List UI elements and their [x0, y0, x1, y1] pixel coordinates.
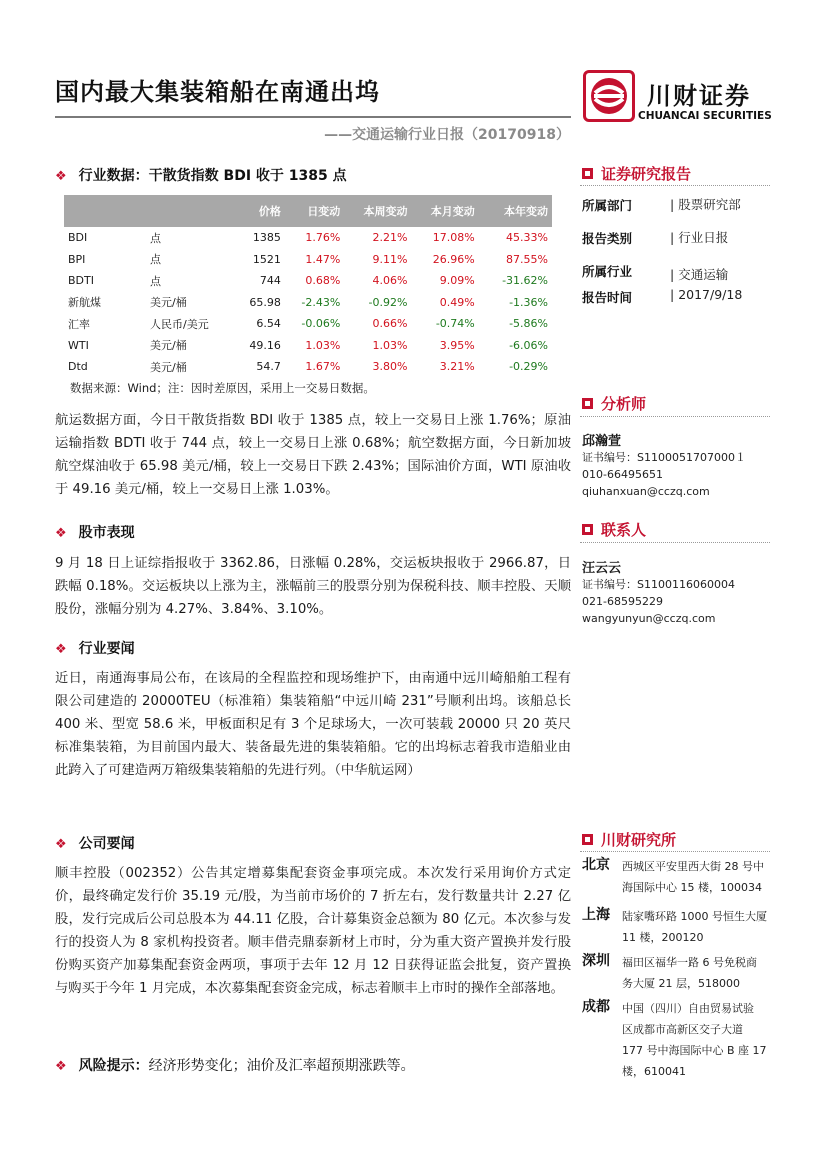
table-cell: 9.09% — [439, 274, 475, 288]
table-cell: WTI — [68, 338, 89, 352]
table-cell: BDTI — [68, 274, 94, 288]
table-cell: 美元/桶 — [150, 339, 187, 353]
table-cell: 9.11% — [372, 252, 408, 266]
title-divider — [55, 116, 571, 118]
table-cell: 49.16 — [249, 338, 281, 352]
sidebar-contact-heading — [582, 519, 646, 540]
table-cell: -0.29% — [509, 360, 548, 374]
table-cell: 26.96% — [432, 252, 475, 266]
dotted-divider — [580, 185, 770, 186]
paragraph-shipping: 航运数据方面，今日干散货指数 BDI 收于 1385 点，较上一交易日上涨 1.76%；原油运输指数 BDTI 收于 744 点，较上一交易日上涨 0.68%；航空数据方面，今日新加坡航空煤油收于 65.98 美元/桶，较上一交易日下跌 2.43%；国际油价方面，WTI 原油收于 49.16 美元/桶，较上一交易日上涨 1.03%。 — [55, 413, 571, 497]
section-label: 风险提示： — [78, 1058, 149, 1074]
office-address — [622, 906, 787, 948]
table-cell: 3.80% — [372, 360, 408, 374]
analyst-email[interactable]: qiuhanxuan@cczq.com — [582, 485, 710, 498]
diamond-bullet-icon: ❖ — [55, 1059, 67, 1074]
table-cell: 点 — [150, 253, 162, 267]
table-cell: -0.06% — [301, 317, 341, 331]
office-city: 上海 — [582, 907, 610, 923]
info-value-text: 交通运输 — [678, 267, 729, 282]
table-header-cell: 日变动 — [285, 195, 344, 227]
info-value-text: 2017/9/18 — [678, 287, 743, 302]
office-item — [582, 996, 782, 1086]
table-cell: 人民币/美元 — [150, 317, 209, 331]
report-info — [582, 195, 782, 313]
paragraph-company: 顺丰控股（002352）公告其定增募集配套资金事项完成。本次发行采用询价方式定价，最终确定发行价 35.19 元/股，为当前市场价的 7 折左右，发行数量共计 2.27 亿股，发行完成后公司总股本为 44.11 亿股，合计募集资金总额为 80 亿元。本次参与发行的投资人为 8 家机构投资者。顺丰借壳鼎泰新材上市时，分为重大资产置换并发行股份购买资产加募集配套资金两项，事项于去年 12 月 12 日获得证监会批复，资产置换与购买于今年 1 月完成，本次募集配套资金完成，标志着顺丰上市时的操作全部落地。 — [55, 866, 571, 996]
section-risk — [55, 1055, 415, 1075]
table-header-cell — [64, 195, 146, 227]
table-row — [64, 227, 552, 249]
table-cell: 点 — [150, 231, 162, 245]
table-cell: BDI — [68, 231, 88, 245]
office-city: 北京 — [582, 857, 610, 873]
table-cell: 1521 — [252, 252, 281, 266]
section-title: 干散货指数 BDI 收于 1385 点 — [148, 168, 347, 184]
info-label: 所属行业 — [582, 264, 633, 279]
section-industry-news — [55, 638, 135, 658]
table-cell: 0.68% — [305, 274, 341, 288]
diamond-bullet-icon: ❖ — [55, 169, 67, 184]
section-title: 股市表现 — [78, 525, 135, 541]
table-cell: -2.43% — [301, 295, 341, 309]
paragraph-stock: 9 月 18 日上证综指报收于 3362.86，日涨幅 0.28%，交运板块报收于 2966.87，日跌幅 0.18%。交运板块以上涨为主，涨幅前三的股票分别为保税科技、顺丰控股、天顺股份，涨幅分别为 4.27%、3.84%、3.10%。 — [55, 556, 571, 617]
office-city: 成都 — [582, 999, 610, 1015]
info-value: | 交通运输 — [670, 267, 729, 282]
sidebar-report-heading — [582, 163, 691, 184]
address-line: 楼，610041 — [622, 1065, 686, 1078]
table-cell: 0.66% — [372, 317, 408, 331]
address-line: 海国际中心 15 楼，100034 — [622, 881, 762, 894]
table-row — [64, 313, 552, 335]
table-cell: -0.74% — [435, 317, 475, 331]
table-row — [64, 270, 552, 292]
table-row — [64, 292, 552, 314]
table-cell: -31.62% — [502, 274, 548, 288]
dotted-divider — [580, 542, 770, 543]
sidebar-heading-text: 证券研究报告 — [601, 165, 692, 183]
table-cell: 4.06% — [372, 274, 408, 288]
table-cell: 3.21% — [439, 360, 475, 374]
square-bullet-icon — [582, 524, 593, 535]
table-cell: 54.7 — [256, 360, 281, 374]
info-value-text: 行业日报 — [678, 230, 729, 245]
risk-text: 经济形势变化；油价及汇率超预期涨跌等。 — [148, 1058, 415, 1074]
analyst-phone: 010-66495651 — [582, 468, 663, 481]
contact-cert: 证书编号：S1100116060004 — [582, 578, 735, 591]
table-cell: -1.36% — [509, 295, 548, 309]
sidebar-heading-text: 川财研究所 — [601, 831, 677, 849]
table-cell: 美元/桶 — [150, 296, 187, 310]
table-cell: BPI — [68, 252, 86, 266]
office-item — [582, 950, 782, 996]
address-line: 中国（四川）自由贸易试验 — [622, 1002, 754, 1015]
contact-email[interactable]: wangyunyun@cczq.com — [582, 612, 716, 625]
office-address — [622, 998, 787, 1082]
table-cell: Dtd — [68, 360, 88, 374]
office-city: 深圳 — [582, 953, 610, 969]
info-value-text: 股票研究部 — [678, 197, 741, 212]
info-value: | 行业日报 — [670, 230, 729, 245]
square-bullet-icon — [582, 834, 593, 845]
table-cell: 1.03% — [372, 338, 408, 352]
page-title: 国内最大集装箱船在南通出坞 — [55, 78, 380, 106]
table-cell: 1.47% — [305, 252, 341, 266]
section-company-news — [55, 833, 135, 853]
square-bullet-icon — [582, 398, 593, 409]
sidebar-heading-text: 联系人 — [601, 521, 647, 539]
office-address — [622, 856, 787, 898]
sidebar-institute-heading — [582, 829, 676, 850]
contact-name: 汪云云 — [582, 561, 622, 576]
address-line: 陆家嘴环路 1000 号恒生大厦 — [622, 910, 767, 923]
address-line: 西城区平安里西大街 28 号中 — [622, 860, 764, 873]
section-label: 行业数据： — [78, 168, 149, 184]
office-item — [582, 852, 782, 904]
table-cell: 17.08% — [432, 231, 475, 245]
table-cell: 1385 — [252, 231, 281, 245]
table-cell: 2.21% — [372, 231, 408, 245]
contact-phone: 021-68595229 — [582, 595, 663, 608]
info-value: | 股票研究部 — [670, 197, 741, 212]
square-bullet-icon — [582, 168, 593, 179]
table-source-note: 数据来源：Wind；注：因时差原因，采用上一交易日数据。 — [70, 381, 375, 395]
table-header-cell — [146, 195, 226, 227]
paragraph-industry: 近日，南通海事局公布，在该局的全程监控和现场维护下，由南通中远川崎船舶工程有限公司建造的 20000TEU（标准箱）集装箱船“中远川崎 231”号顺利出坞。该船总长 400 米、型宽 58.6 米，甲板面积足有 3 个足球场大，一次可装载 20000 只 20 英尺标准集装箱，为目前国内最大、装备最先进的集装箱船。它的出坞标志着我市造船业由此跨入了可建造两万箱级集装箱船的先进行列。（中华航运网） — [55, 671, 571, 778]
shipping-data-table — [64, 195, 552, 378]
table-cell: 6.54 — [256, 317, 281, 331]
table-cell: 汇率 — [68, 317, 90, 331]
info-label: 所属部门 — [582, 198, 633, 213]
office-list — [582, 852, 782, 1086]
dotted-divider — [580, 416, 770, 417]
info-row — [582, 195, 782, 228]
office-item — [582, 904, 782, 950]
info-value: | 2017/9/18 — [670, 287, 743, 302]
table-header-cell: 本周变动 — [344, 195, 411, 227]
company-name: 川财证券 — [647, 82, 751, 110]
analyst-name: 邱瀚萱 — [582, 434, 622, 449]
table-header-cell: 价格 — [226, 195, 285, 227]
table-cell: 87.55% — [506, 252, 548, 266]
info-label: 报告类别 — [582, 231, 633, 246]
section-industry-data — [55, 165, 347, 185]
table-cell: 3.95% — [439, 338, 475, 352]
company-logo-icon — [583, 70, 635, 122]
diamond-bullet-icon: ❖ — [55, 837, 67, 852]
table-header-row — [64, 195, 552, 227]
table-cell: 1.67% — [305, 360, 341, 374]
table-cell: 1.76% — [305, 231, 341, 245]
table-header-cell: 本年变动 — [479, 195, 552, 227]
table-cell: 744 — [259, 274, 281, 288]
table-cell: -5.86% — [509, 317, 548, 331]
sidebar-heading-text: 分析师 — [601, 395, 647, 413]
section-title: 公司要闻 — [78, 836, 135, 852]
section-title: 行业要闻 — [78, 641, 135, 657]
table-row — [64, 335, 552, 357]
table-row — [64, 249, 552, 271]
office-address — [622, 952, 787, 994]
table-cell: 0.49% — [439, 295, 475, 309]
diamond-bullet-icon: ❖ — [55, 642, 67, 657]
info-label: 报告时间 — [582, 290, 633, 305]
info-row — [582, 261, 782, 287]
table-header-cell: 本月变动 — [411, 195, 478, 227]
info-row — [582, 287, 782, 313]
company-name-en: CHUANCAI SECURITIES — [638, 110, 772, 122]
table-cell: 45.33% — [506, 231, 548, 245]
address-line: 务大厦 21 层，518000 — [622, 977, 740, 990]
table-cell: 点 — [150, 274, 162, 288]
table-cell: 1.03% — [305, 338, 341, 352]
analyst-cert: 证书编号：S1100051707000１ — [582, 451, 746, 464]
table-cell: 美元/桶 — [150, 360, 187, 374]
section-stock-market — [55, 522, 135, 542]
address-line: 11 楼，200120 — [622, 931, 704, 944]
sidebar-analyst-heading — [582, 393, 646, 414]
address-line: 福田区福华一路 6 号免税商 — [622, 956, 757, 969]
table-cell: -6.06% — [509, 338, 548, 352]
table-cell: 65.98 — [249, 295, 281, 309]
info-row — [582, 228, 782, 261]
table-cell: 新航煤 — [68, 296, 101, 310]
report-subtitle: ——交通运输行业日报（20170918） — [324, 127, 570, 143]
table-cell: -0.92% — [368, 295, 408, 309]
address-line: 177 号中海国际中心 B 座 17 — [622, 1044, 767, 1057]
diamond-bullet-icon: ❖ — [55, 526, 67, 541]
address-line: 区成都市高新区交子大道 — [622, 1023, 743, 1036]
table-row — [64, 356, 552, 378]
